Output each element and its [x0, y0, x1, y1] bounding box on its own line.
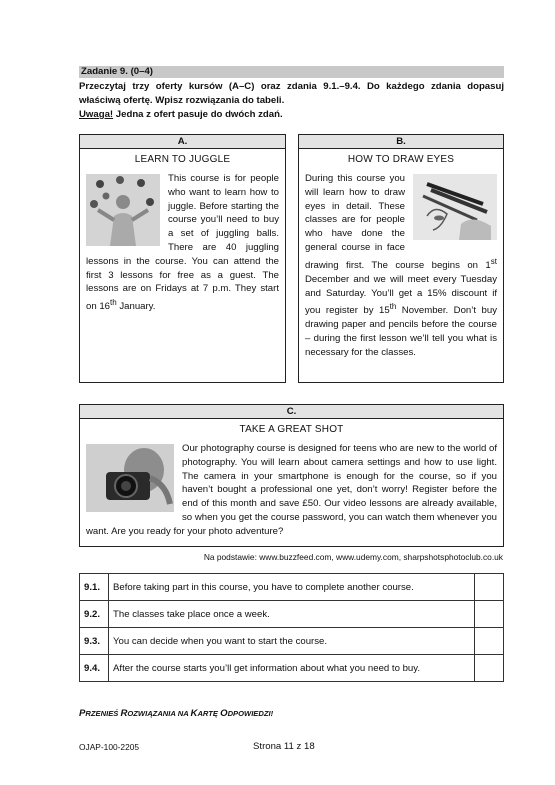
offer-c-title: TAKE A GREAT SHOT	[239, 424, 344, 435]
juggler-photo	[86, 174, 160, 246]
table-row	[80, 574, 504, 601]
photographer-photo	[86, 444, 174, 512]
offer-b-letter: B.	[299, 135, 503, 149]
drawing-photo	[413, 174, 497, 240]
page-number: Strona 11 z 18	[253, 741, 315, 752]
offer-a-box	[79, 134, 286, 383]
task-instruction	[79, 80, 504, 122]
transfer-note: PRZENIEŚ ROZWIĄZANIA NA KARTĘ ODPOWIEDZI!	[79, 708, 274, 719]
answer-cell-9-4[interactable]	[475, 655, 504, 682]
offer-a-letter: A.	[80, 135, 285, 149]
answer-cell-9-1[interactable]	[475, 574, 504, 601]
statement-number: 9.1.	[80, 574, 109, 601]
answer-cell-9-2[interactable]	[475, 601, 504, 628]
offer-b-title: HOW TO DRAW EYES	[347, 154, 455, 165]
answer-table	[79, 573, 504, 682]
table-row	[80, 601, 504, 628]
offer-c-box	[79, 404, 504, 547]
statement-number: 9.4.	[80, 655, 109, 682]
statement-text: You can decide when you want to start the course.	[109, 628, 475, 655]
table-row	[80, 655, 504, 682]
source-note: Na podstawie: www.buzzfeed.com, www.udemy.com, sharpshotsphotoclub.co.uk	[203, 552, 503, 562]
task-title: Zadanie 9. (0–4)	[81, 66, 153, 77]
answer-cell-9-3[interactable]	[475, 628, 504, 655]
instruction-text: Przeczytaj trzy oferty kursów (A–C) oraz zdania 9.1.–9.4. Do każdego zdania dopasuj właściwą ofertę. Wpisz rozwiązania do tabeli.	[79, 81, 504, 106]
statement-number: 9.2.	[80, 601, 109, 628]
warning-text: Jedna z ofert pasuje do dwóch zdań.	[113, 109, 283, 120]
task-header-bar	[79, 66, 504, 78]
table-row	[80, 628, 504, 655]
offer-a-text: This course is for people who want to learn how to juggle. Before starting the course you’ll need to buy a set of juggling balls. There are 40 juggling lessons in the course. You can attend the first 3 lessons for free as a guest. The lessons are on Fridays at 7 p.m. They start on 16th January.	[86, 173, 279, 313]
statement-text: Before taking part in this course, you have to complete another course.	[109, 574, 475, 601]
warning-label: Uwaga!	[79, 109, 114, 120]
offer-c-letter: C.	[80, 405, 503, 419]
offer-a-title: LEARN TO JUGGLE	[134, 154, 231, 165]
exam-code: OJAP-100-2205	[79, 742, 140, 752]
offer-b-box	[298, 134, 504, 383]
offer-b-text: During this course you will learn how to draw eyes in detail. These classes are for people who have done the general course in face drawing first. The course begins on 1st December and we will meet every Tuesday and Saturday. You’ll get a 15% discount if you register by 15th November. Don’t buy drawing paper and pencils before the course – during the first lesson we’ll tell you what is necessary for the classes.	[305, 173, 497, 358]
statement-text: After the course starts you’ll get information about what you need to buy.	[109, 655, 475, 682]
offer-c-text: Our photography course is designed for teens who are new to the world of photography. You will learn about camera settings and how to use light. The camera in your smartphone is enough for the course, so if you haven’t bought a professional one yet, don’t worry! Register before the end of this month and save £50. Our video lessons are already available, so when you get the course password, you can watch them whenever you want. Are you ready for your photo adventure?	[86, 443, 497, 537]
statement-number: 9.3.	[80, 628, 109, 655]
statement-text: The classes take place once a week.	[109, 601, 475, 628]
